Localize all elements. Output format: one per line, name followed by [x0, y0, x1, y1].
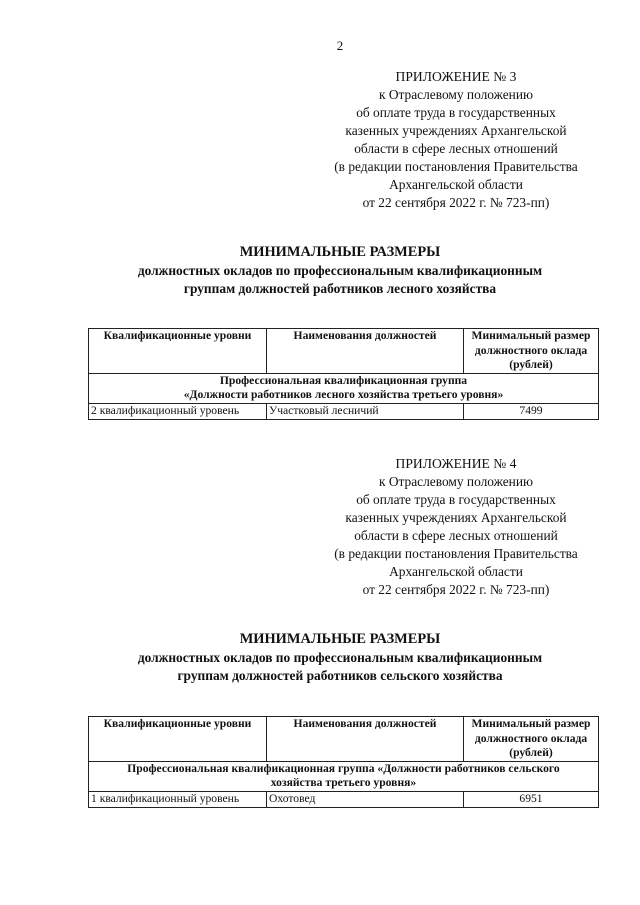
header-positions: Наименования должностей [267, 717, 464, 762]
appendix-line: (в редакции постановления Правительства [334, 159, 578, 174]
group-line: хозяйства третьего уровня» [270, 776, 417, 790]
appendix-3-heading [0, 243, 640, 299]
group-cell [89, 373, 599, 403]
appendix-title: ПРИЛОЖЕНИЕ № 4 [395, 456, 517, 471]
table-group-row [89, 373, 599, 403]
table-row [89, 403, 599, 419]
appendix-line: об оплате труда в государственных [356, 105, 556, 120]
header-levels: Квалификационные уровни [89, 717, 267, 762]
salary-table-forestry [88, 328, 599, 420]
salary-table-agriculture [88, 716, 599, 808]
appendix-line: к Отраслевому положению [378, 87, 534, 102]
appendix-4-heading [0, 630, 640, 686]
cell-position: Охотовед [267, 791, 464, 807]
appendix-line: Архангельской области [389, 177, 523, 192]
cell-salary: 7499 [464, 403, 599, 419]
heading-line: группам должностей работников лесного хозяйства [183, 281, 497, 296]
header-positions: Наименования должностей [267, 329, 464, 374]
cell-level: 1 квалификационный уровень [89, 791, 267, 807]
header-salary: Минимальный размер должностного оклада (рублей) [464, 717, 599, 762]
heading-line: должностных окладов по профессиональным квалификационным [137, 262, 543, 278]
appendix-line: казенных учреждениях Архангельской [345, 123, 567, 138]
appendix-line: об оплате труда в государственных [356, 492, 556, 507]
group-line: Профессиональная квалификационная группа [219, 373, 468, 387]
appendix-line: области в сфере лесных отношений [354, 528, 558, 543]
table-header-row [89, 329, 599, 374]
cell-salary: 6951 [464, 791, 599, 807]
appendix-line: области в сфере лесных отношений [354, 141, 558, 156]
appendix-4-header [300, 455, 612, 599]
appendix-line: казенных учреждениях Архангельской [345, 510, 567, 525]
appendix-title: ПРИЛОЖЕНИЕ № 3 [395, 69, 517, 84]
appendix-line: от 22 сентября 2022 г. № 723-пп) [362, 195, 550, 210]
page-number: 2 [336, 38, 344, 53]
header-levels: Квалификационные уровни [89, 329, 267, 374]
appendix-line: Архангельской области [389, 564, 523, 579]
appendix-line: от 22 сентября 2022 г. № 723-пп) [362, 582, 550, 597]
cell-level: 2 квалификационный уровень [89, 403, 267, 419]
table-group-row [89, 761, 599, 791]
header-salary: Минимальный размер должностного оклада (рублей) [464, 329, 599, 374]
appendix-line: к Отраслевому положению [378, 474, 534, 489]
heading-line: должностных окладов по профессиональным квалификационным [137, 649, 543, 665]
appendix-3-header [300, 68, 612, 212]
group-line: Профессиональная квалификационная группа «Должности работников сельского [127, 761, 560, 775]
heading-main: МИНИМАЛЬНЫЕ РАЗМЕРЫ [239, 244, 441, 260]
table-header-row [89, 717, 599, 762]
table-row [89, 791, 599, 807]
heading-main: МИНИМАЛЬНЫЕ РАЗМЕРЫ [239, 631, 441, 647]
heading-line: группам должностей работников сельского хозяйства [177, 668, 503, 683]
cell-position: Участковый лесничий [267, 403, 464, 419]
group-cell [89, 761, 599, 791]
appendix-line: (в редакции постановления Правительства [334, 546, 578, 561]
group-line: «Должности работников лесного хозяйства третьего уровня» [183, 388, 504, 402]
